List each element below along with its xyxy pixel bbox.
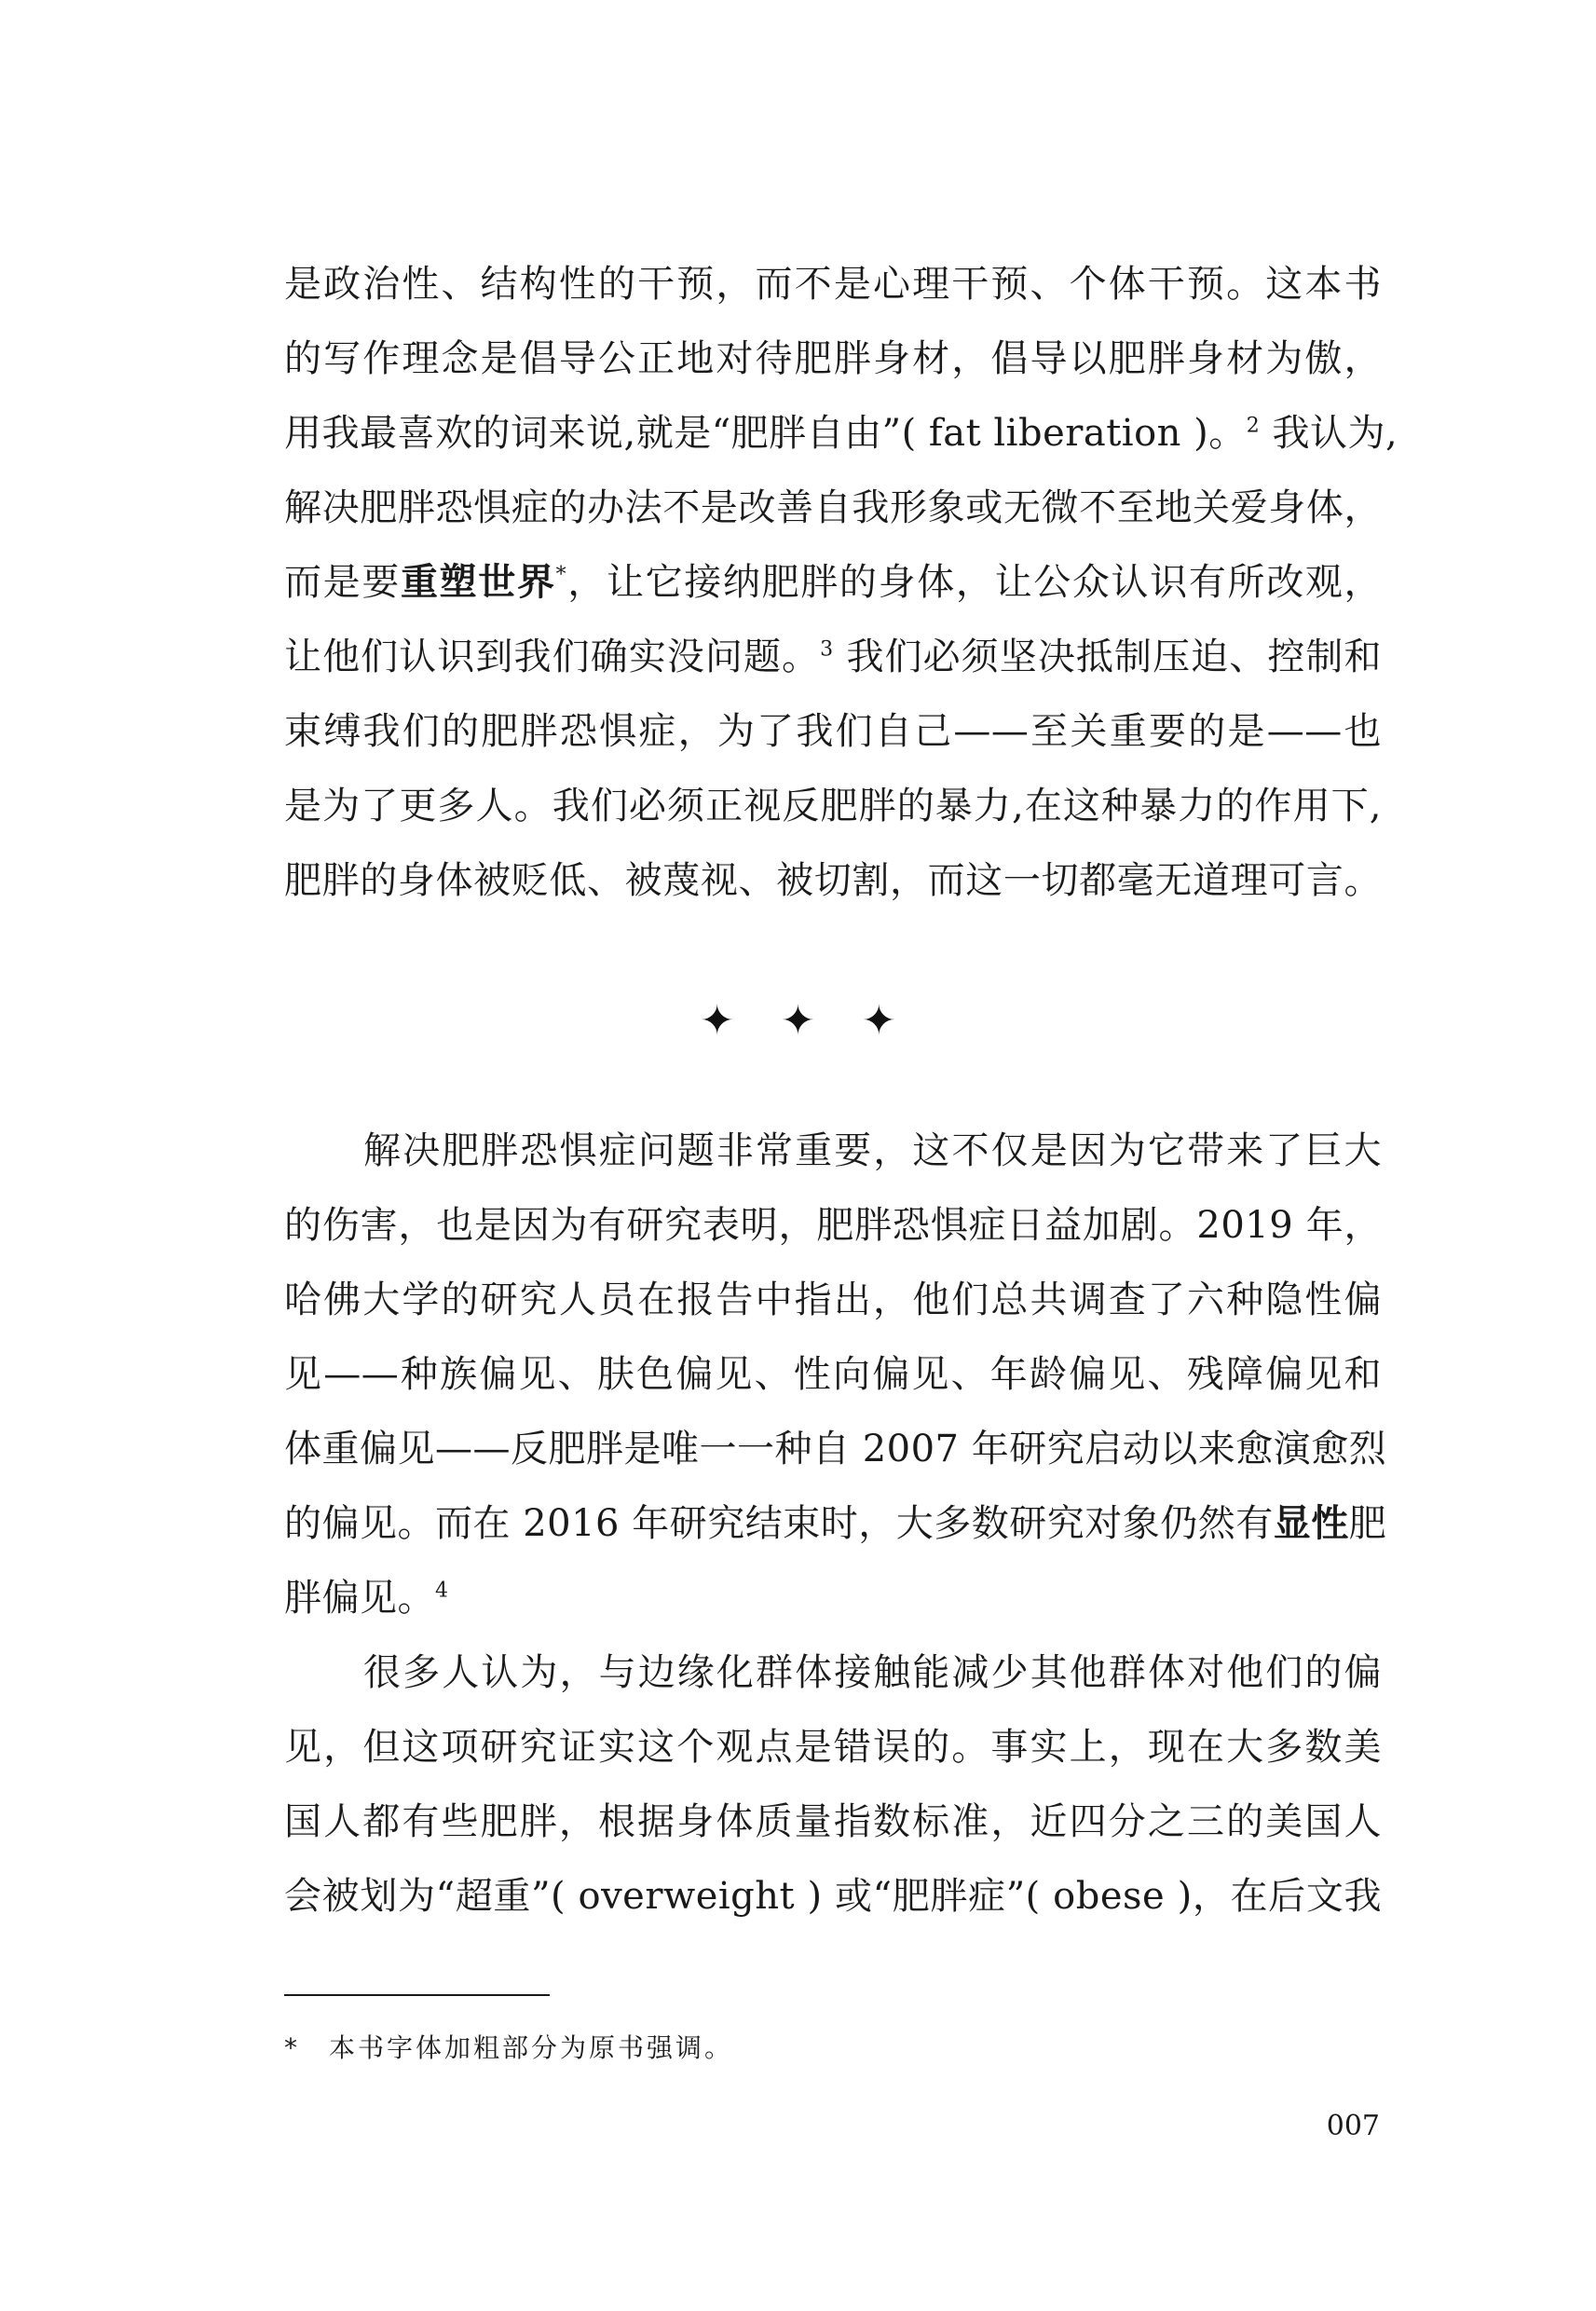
page-number: 007 <box>1326 2110 1380 2142</box>
footnote-reference: * <box>555 563 567 587</box>
text-line: 体重偏见——反肥胖是唯一一种自 2007 年研究启动以来愈演愈烈 <box>284 1428 1387 1470</box>
footnote <box>284 2030 733 2067</box>
text-span: 让他们认识到我们确实没问题。 <box>284 636 821 678</box>
text-line: 是政治性、结构性的干预，而不是心理干预、个体干预。这本书 <box>284 263 1382 306</box>
text-line: 国人都有些肥胖，根据身体质量指数标准，近四分之三的美国人 <box>284 1800 1382 1843</box>
text-line: 见——种族偏见、肤色偏见、性向偏见、年龄偏见、残障偏见和 <box>284 1353 1382 1396</box>
text-line: 肥胖的身体被贬低、被蔑视、被切割，而这一切都毫无道理可言。 <box>284 859 1382 902</box>
footnote-reference: 3 <box>820 637 834 662</box>
text-line: 会被划为“超重”( overweight ) 或“肥胖症”( obese )，在后文我 <box>284 1875 1382 1918</box>
footnote-reference: 2 <box>1246 414 1261 438</box>
text-line: 的伤害，也是因为有研究表明，肥胖恐惧症日益加剧。2019 年， <box>284 1204 1382 1247</box>
text-line: 哈佛大学的研究人员在报告中指出，他们总共调查了六种隐性偏 <box>284 1279 1382 1321</box>
footnote-mark: * <box>284 2032 300 2063</box>
text-line: 解决肥胖恐惧症问题非常重要，这不仅是因为它带来了巨大 <box>363 1129 1382 1172</box>
footnote-reference: 4 <box>435 1579 449 1603</box>
emphasized-text: 重塑世界 <box>400 561 556 604</box>
text-line <box>284 401 1398 466</box>
footnote-divider <box>284 1994 550 1996</box>
text-line: 束缚我们的肥胖恐惧症，为了我们自己——至关重要的是——也 <box>284 710 1382 753</box>
text-span: 我认为, <box>1272 412 1398 455</box>
section-separator-icon: ✦✦✦ <box>700 997 943 1045</box>
text-line: 是为了更多人。我们必须正视反肥胖的暴力,在这种暴力的作用下, <box>284 785 1382 827</box>
text-span: 胖偏见。 <box>284 1577 435 1620</box>
emphasized-text: 显性 <box>1273 1502 1349 1545</box>
text-span: 我们必须坚决抵制压迫、控制和 <box>846 636 1382 678</box>
text-span: ，让它接纳肥胖的身体，让公众认识有所改观， <box>566 561 1383 604</box>
text-line: 的写作理念是倡导公正地对待肥胖身材，倡导以肥胖身材为傲， <box>284 337 1382 380</box>
text-span: 用我最喜欢的词来说,就是“肥胖自由”( fat liberation )。 <box>284 412 1247 455</box>
text-line: 见，但这项研究证实这个观点是错误的。事实上，现在大多数美 <box>284 1726 1382 1769</box>
text-span: 肥 <box>1348 1502 1387 1545</box>
text-span: 的偏见。而在 2016 年研究结束时，大多数研究对象仍然有 <box>284 1502 1274 1545</box>
text-line <box>284 550 1382 615</box>
text-span: 而是要 <box>284 561 401 604</box>
text-line <box>284 624 1382 690</box>
footnote-text: 本书字体加粗部分为原书强调。 <box>329 2032 734 2063</box>
text-line: 解决肥胖恐惧症的办法不是改善自我形象或无微不至地关爱身体， <box>284 486 1382 529</box>
text-line <box>284 1491 1387 1556</box>
text-line <box>284 1566 1382 1631</box>
text-line: 很多人认为，与边缘化群体接触能减少其他群体对他们的偏 <box>363 1651 1382 1694</box>
